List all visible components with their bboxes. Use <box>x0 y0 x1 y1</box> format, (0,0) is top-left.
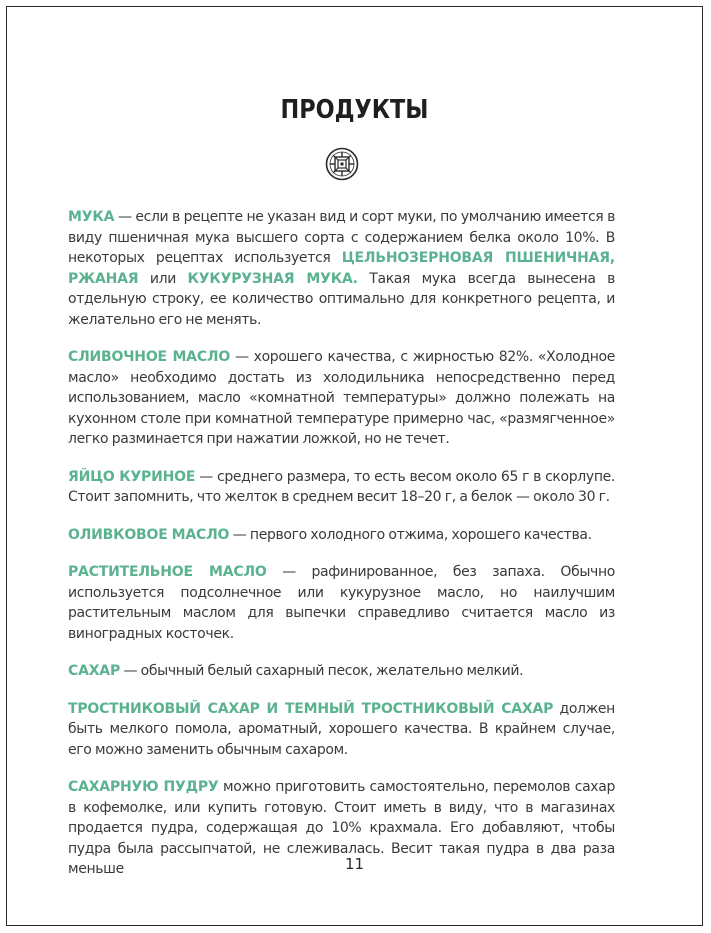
entry-text: Такая мука всегда вынесена в отдельную строку, ее количество оптимально для конкретного рецепта, и желательно его не менять. <box>68 270 615 328</box>
entry-keyword: ОЛИВКОВОЕ МАСЛО <box>68 526 230 543</box>
entry-keyword: КУКУРУЗНАЯ МУКА. <box>187 270 358 287</box>
page-number: 11 <box>344 855 365 873</box>
entry-butter <box>68 347 615 450</box>
entry-text: — хорошего качества, с жирностью 82%. «Холодное масло» необходимо достать из холодильника непосредственно перед использованием, масло «комнатной температуры» должно полежать на кухонном столе при комнатной температуре примерно час, «размягченное» легко разминается при нажатии ложкой, но не течет. <box>68 349 616 447</box>
entry-keyword: САХАР <box>68 663 120 679</box>
entry-sugar <box>68 661 615 682</box>
knot-ornament-icon <box>325 147 359 181</box>
entry-olive-oil <box>68 525 615 546</box>
entry-text: — если в рецепте не указан вид и сорт муки, по умолчанию имеется в виду пшеничная мука высшего сорта с содержанием белка около 10%. В некоторых рецептах используется <box>68 209 615 266</box>
entry-keyword: МУКА <box>68 209 115 225</box>
entry-text: — первого холодного отжима, хорошего качества. <box>229 526 592 543</box>
page-title: ПРОДУКТЫ <box>280 95 429 125</box>
entry-text: — рафинированное, без запаха. Обычно используется подсолнечное или кукурузное масло, но наилучшим растительным маслом для выпечки справедливо считается масло из виноградных косточек. <box>68 564 615 642</box>
entry-keyword: ТРОСТНИКОВЫЙ САХАР И ТЕМНЫЙ ТРОСТНИКОВЫЙ САХАР <box>68 700 554 717</box>
book-page <box>6 6 703 926</box>
entry-keyword: САХАРНУЮ ПУДРУ <box>68 779 219 795</box>
entry-cane-sugar <box>68 699 615 761</box>
entry-egg <box>68 467 615 508</box>
entry-text: — среднего размера, то есть весом около 65 г в скорлупе. Стоит запомнить, что желток в среднем весит 18–20 г, а белок — около 30 г. <box>68 468 615 505</box>
entry-keyword: СЛИВОЧНОЕ МАСЛО <box>68 349 231 365</box>
entry-flour <box>68 207 615 330</box>
entry-keyword: ЯЙЦО КУРИНОЕ <box>68 468 196 485</box>
entry-text: должен быть мелкого помола, ароматный, хорошего качества. В крайнем случае, его можно заменить обычным сахаром. <box>68 700 615 758</box>
entry-text: — обычный белый сахарный песок, желательно мелкий. <box>120 663 524 679</box>
entry-keyword: РАСТИТЕЛЬНОЕ МАСЛО <box>68 564 267 580</box>
entry-keyword: ЦЕЛЬНОЗЕРНОВАЯ ПШЕНИЧНАЯ, РЖАНАЯ <box>68 250 615 287</box>
products-list <box>68 207 615 897</box>
entry-vegetable-oil <box>68 562 615 644</box>
entry-text: можно приготовить самостоятельно, перемолов сахар в кофемолке, или купить готовую. Стоит иметь в виду, что в магазинах продается пудра, содержащая до 10% крахмала. Его добавляют, чтобы пудра была рассыпчатой, не слеживалась. Весит такая пудра в два раза меньше <box>68 779 616 877</box>
entry-text: или <box>138 270 188 287</box>
